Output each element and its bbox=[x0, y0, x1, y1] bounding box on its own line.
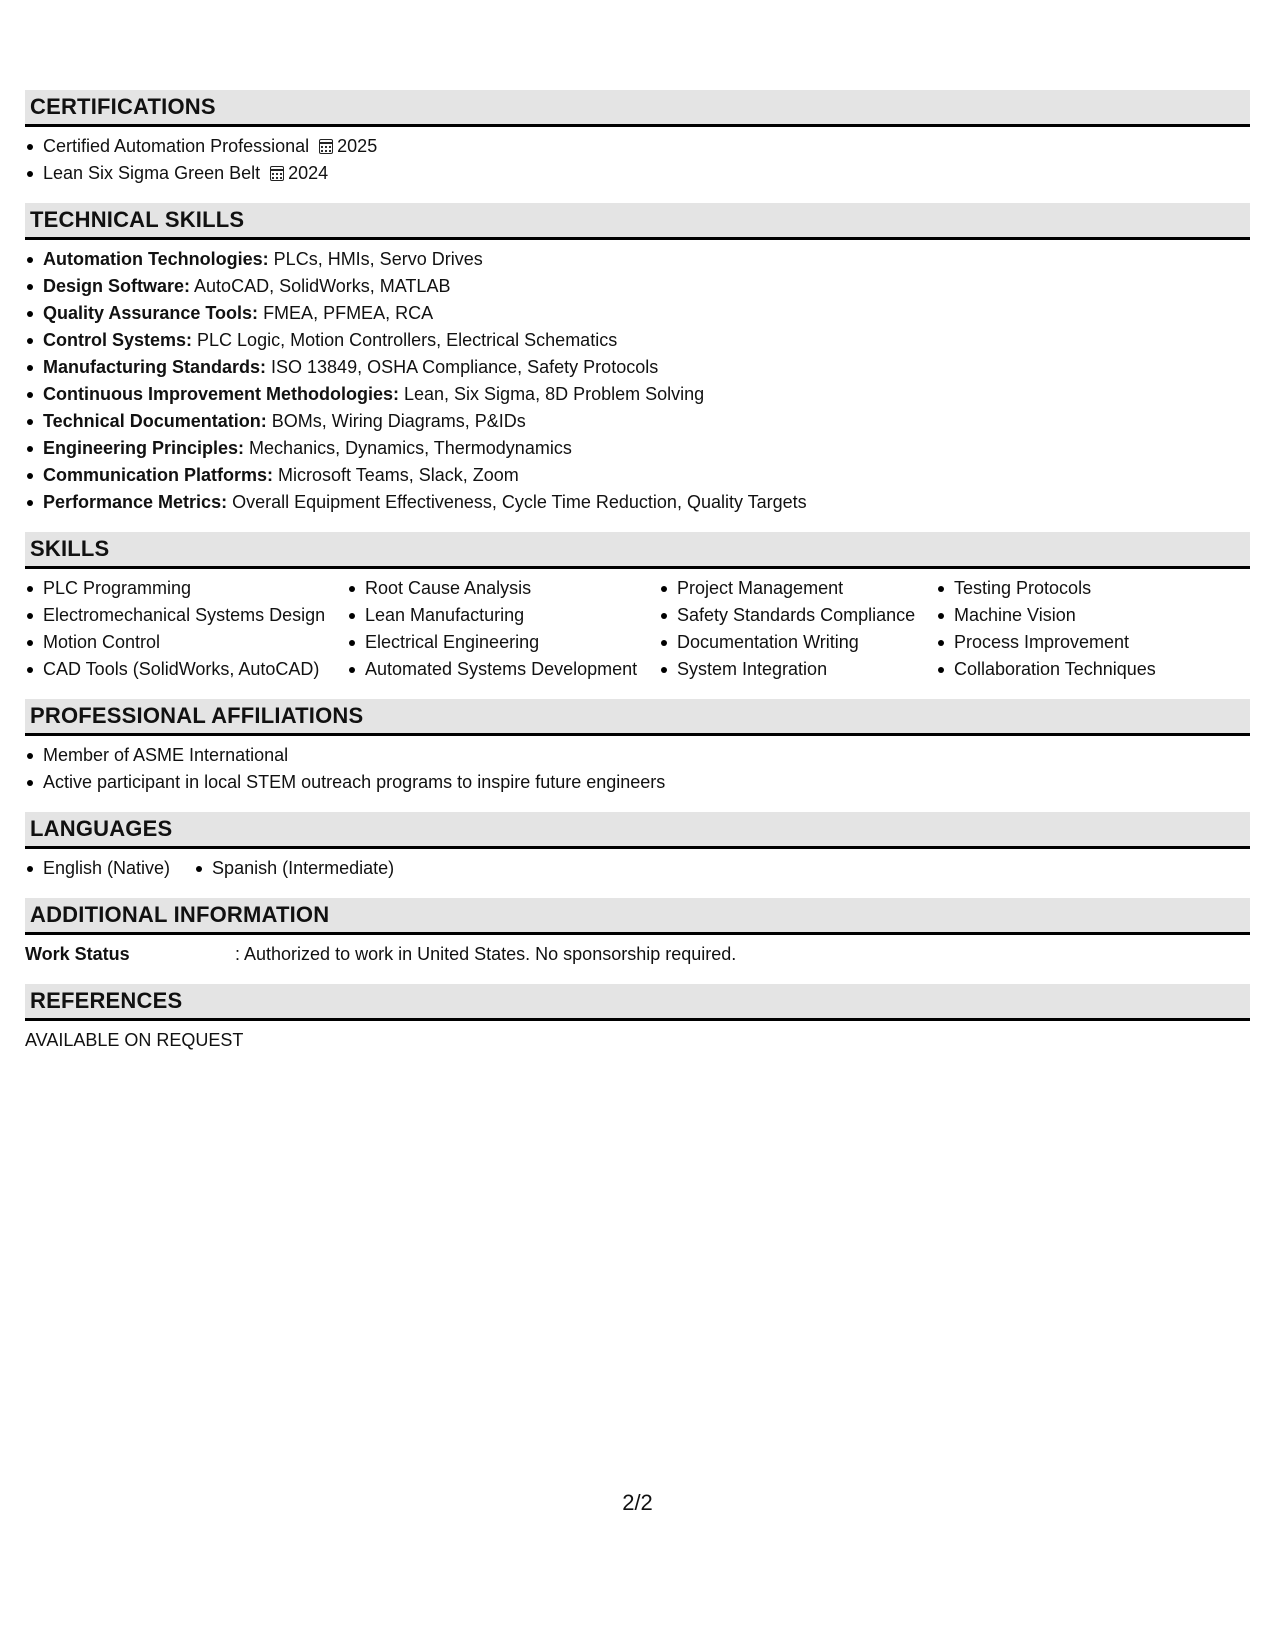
list-item: Electrical Engineering bbox=[347, 629, 659, 656]
section-heading: TECHNICAL SKILLS bbox=[25, 203, 1250, 240]
list-item bbox=[25, 300, 1250, 327]
list-item: Testing Protocols bbox=[936, 575, 1236, 602]
list-item bbox=[25, 381, 1250, 408]
languages-list bbox=[25, 855, 1250, 882]
language-item: Spanish (Intermediate) bbox=[194, 855, 394, 882]
list-item: Electromechanical Systems Design bbox=[25, 602, 347, 629]
skills-section bbox=[25, 532, 1250, 683]
resume-page bbox=[25, 90, 1250, 1070]
languages-section bbox=[25, 812, 1250, 882]
skill-values: PLCs, HMIs, Servo Drives bbox=[268, 249, 483, 269]
skill-category: Communication Platforms: bbox=[43, 465, 274, 485]
list-item: Machine Vision bbox=[936, 602, 1236, 629]
certification-year: 2024 bbox=[288, 163, 329, 183]
list-item: PLC Programming bbox=[25, 575, 347, 602]
work-status-value: : Authorized to work in United States. No sponsorship required. bbox=[235, 944, 737, 964]
skill-category: Quality Assurance Tools: bbox=[43, 303, 259, 323]
technical-skills-section bbox=[25, 203, 1250, 516]
list-item: Root Cause Analysis bbox=[347, 575, 659, 602]
list-item: Active participant in local STEM outreach programs to inspire future engineers bbox=[25, 769, 1250, 796]
list-item bbox=[25, 133, 1250, 160]
skill-values: Overall Equipment Effectiveness, Cycle Time Reduction, Quality Targets bbox=[227, 492, 807, 512]
calendar-icon bbox=[319, 139, 333, 154]
skill-category: Technical Documentation: bbox=[43, 411, 267, 431]
affiliations-section bbox=[25, 699, 1250, 796]
references-text: AVAILABLE ON REQUEST bbox=[25, 1030, 244, 1050]
skill-category: Continuous Improvement Methodologies: bbox=[43, 384, 399, 404]
skill-values: ISO 13849, OSHA Compliance, Safety Protocols bbox=[266, 357, 659, 377]
additional-information-section bbox=[25, 898, 1250, 968]
section-heading: CERTIFICATIONS bbox=[25, 90, 1250, 127]
list-item: Safety Standards Compliance bbox=[659, 602, 936, 629]
list-item: Documentation Writing bbox=[659, 629, 936, 656]
list-item: Collaboration Techniques bbox=[936, 656, 1236, 683]
skill-category: Performance Metrics: bbox=[43, 492, 228, 512]
skills-column bbox=[936, 575, 1236, 683]
list-item: CAD Tools (SolidWorks, AutoCAD) bbox=[25, 656, 347, 683]
skill-category: Control Systems: bbox=[43, 330, 193, 350]
list-item: Member of ASME International bbox=[25, 742, 1250, 769]
skill-category: Automation Technologies: bbox=[43, 249, 269, 269]
page-number: 2/2 bbox=[622, 1490, 653, 1515]
section-heading: ADDITIONAL INFORMATION bbox=[25, 898, 1250, 935]
list-item bbox=[25, 273, 1250, 300]
skill-category: Engineering Principles: bbox=[43, 438, 245, 458]
references-section bbox=[25, 984, 1250, 1054]
section-heading: REFERENCES bbox=[25, 984, 1250, 1021]
skills-column bbox=[659, 575, 936, 683]
skill-category: Design Software: bbox=[43, 276, 191, 296]
list-item bbox=[25, 435, 1250, 462]
list-item bbox=[25, 246, 1250, 273]
certifications-list bbox=[25, 133, 1250, 187]
list-item: Motion Control bbox=[25, 629, 347, 656]
list-item: Process Improvement bbox=[936, 629, 1236, 656]
skill-values: Microsoft Teams, Slack, Zoom bbox=[273, 465, 519, 485]
section-heading: SKILLS bbox=[25, 532, 1250, 569]
affiliations-list bbox=[25, 742, 1250, 796]
list-item: Automated Systems Development bbox=[347, 656, 659, 683]
list-item bbox=[25, 160, 1250, 187]
list-item: System Integration bbox=[659, 656, 936, 683]
certification-title: Certified Automation Professional bbox=[43, 136, 310, 156]
skill-values: AutoCAD, SolidWorks, MATLAB bbox=[190, 276, 451, 296]
list-item bbox=[25, 462, 1250, 489]
section-heading: LANGUAGES bbox=[25, 812, 1250, 849]
list-item: Project Management bbox=[659, 575, 936, 602]
skill-values: PLC Logic, Motion Controllers, Electrical Schematics bbox=[192, 330, 618, 350]
list-item bbox=[25, 408, 1250, 435]
skills-column bbox=[25, 575, 347, 683]
list-item: Lean Manufacturing bbox=[347, 602, 659, 629]
certification-year: 2025 bbox=[337, 136, 378, 156]
skill-values: BOMs, Wiring Diagrams, P&IDs bbox=[266, 411, 526, 431]
work-status-row bbox=[25, 941, 1250, 968]
skills-column bbox=[347, 575, 659, 683]
work-status-label: Work Status bbox=[25, 944, 130, 964]
language-item: English (Native) bbox=[25, 855, 170, 882]
list-item bbox=[25, 354, 1250, 381]
certification-title: Lean Six Sigma Green Belt bbox=[43, 163, 261, 183]
skill-values: Mechanics, Dynamics, Thermodynamics bbox=[244, 438, 572, 458]
list-item bbox=[25, 327, 1250, 354]
calendar-icon bbox=[270, 166, 284, 181]
list-item bbox=[25, 489, 1250, 516]
skill-values: Lean, Six Sigma, 8D Problem Solving bbox=[399, 384, 705, 404]
skill-category: Manufacturing Standards: bbox=[43, 357, 267, 377]
section-heading: PROFESSIONAL AFFILIATIONS bbox=[25, 699, 1250, 736]
skill-values: FMEA, PFMEA, RCA bbox=[258, 303, 434, 323]
certifications-section bbox=[25, 90, 1250, 187]
skills-grid bbox=[25, 575, 1250, 683]
technical-skills-list bbox=[25, 246, 1250, 516]
